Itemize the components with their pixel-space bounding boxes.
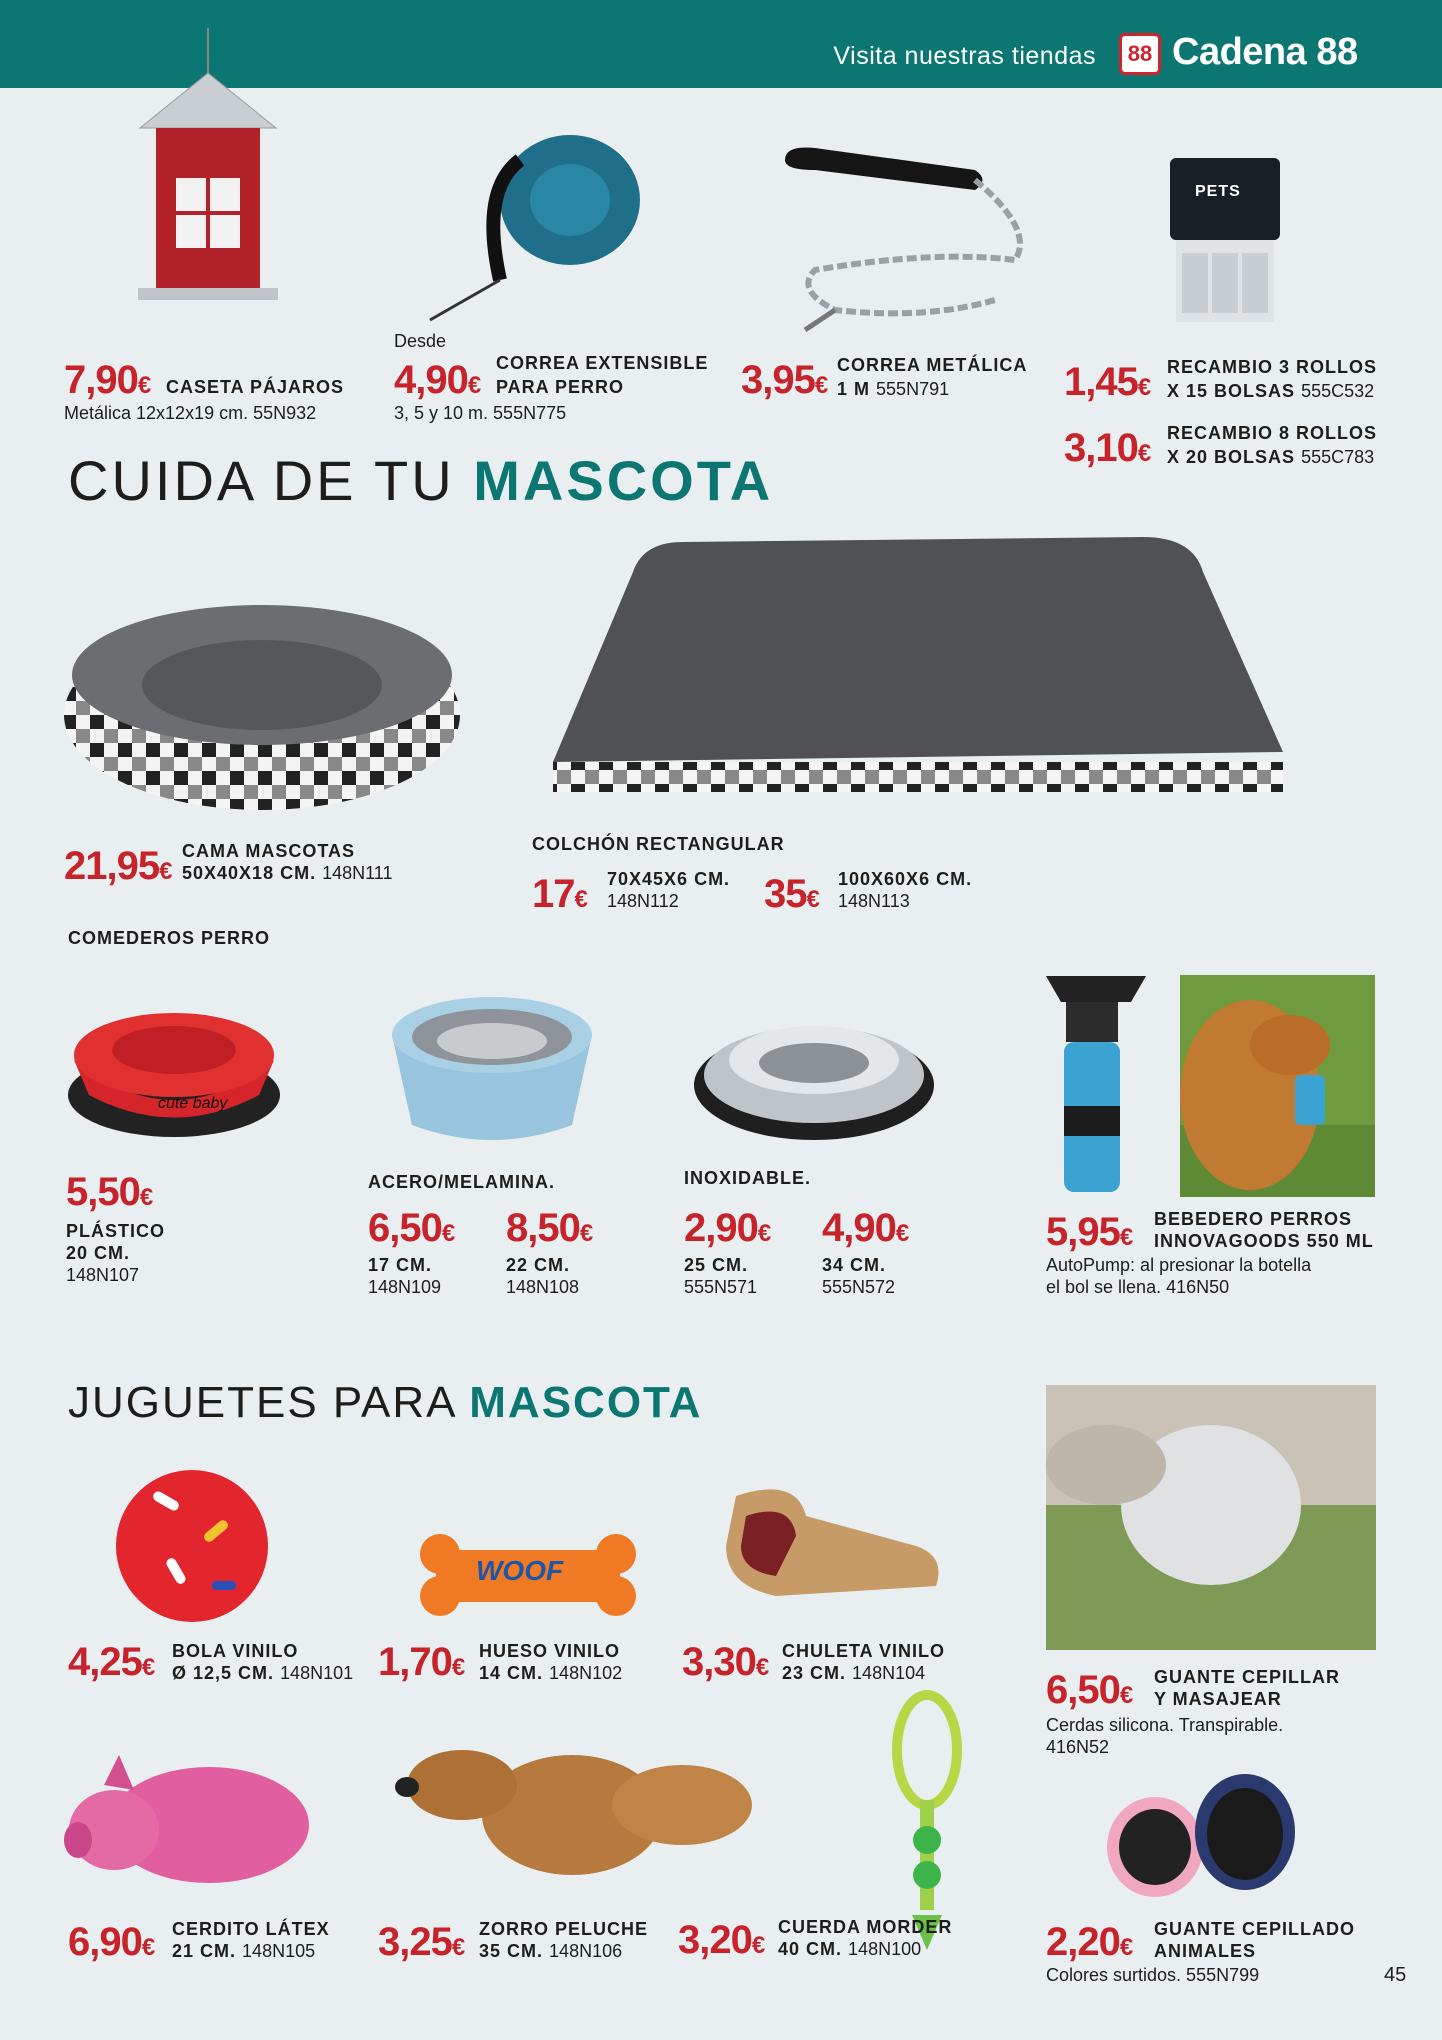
- dog-drinking-photo: [1180, 975, 1375, 1197]
- name-birdhouse: CASETA PÁJAROS: [166, 377, 345, 397]
- price-plastic-bowl: 5,50€: [66, 1170, 153, 1214]
- price-inox-34: 4,90€: [822, 1206, 909, 1250]
- name-pet-bed-2: 50X40X18 CM. 148N111: [182, 863, 393, 883]
- desc-grooming-glove-2: 416N52: [1046, 1737, 1110, 1757]
- name-grooming-glove-1: GUANTE CEPILLAR: [1154, 1667, 1340, 1687]
- vinyl-chop-image: [716, 1476, 948, 1606]
- name-vinyl-chop-1: CHULETA VINILO: [782, 1641, 945, 1661]
- name-grooming-glove-2: Y MASAJEAR: [1154, 1689, 1282, 1709]
- price-refill-3: 1,45€: [1064, 360, 1151, 404]
- desc-water-bottle-2: el bol se llena. 416N50: [1046, 1277, 1230, 1297]
- code-inox-25: 555N571: [684, 1277, 758, 1297]
- plastic-bowl-size: 20 CM.: [66, 1243, 131, 1263]
- price-plush-fox: 3,25€: [378, 1920, 465, 1964]
- desc-water-bottle-1: AutoPump: al presionar la botella: [1046, 1255, 1312, 1275]
- name-plush-fox-1: ZORRO PELUCHE: [479, 1919, 649, 1939]
- latex-pig-image: [64, 1745, 314, 1895]
- bowls-heading: COMEDEROS PERRO: [68, 928, 271, 948]
- name-metal-leash-2: 1 M 555N791: [837, 379, 950, 399]
- code-mattress-small: 148N112: [607, 891, 679, 911]
- plush-fox-image: [392, 1725, 757, 1900]
- price-vinyl-chop: 3,30€: [682, 1640, 769, 1684]
- size-melamine-22: 22 CM.: [506, 1255, 571, 1275]
- name-water-bottle-1: BEBEDERO PERROS: [1154, 1209, 1353, 1229]
- name-refill-8-2: X 20 BOLSAS 555C783: [1167, 447, 1375, 467]
- price-latex-pig: 6,90€: [68, 1920, 155, 1964]
- mattress-heading: COLCHÓN RECTANGULAR: [532, 834, 785, 854]
- pack-label: PETS: [1195, 183, 1241, 200]
- name-vinyl-chop-2: 23 CM. 148N104: [782, 1663, 926, 1683]
- name-refill-3-1: RECAMBIO 3 ROLLOS: [1167, 357, 1378, 377]
- price-mattress-large: 35€: [764, 872, 819, 916]
- price-rope-toy: 3,20€: [678, 1918, 765, 1962]
- water-bottle-image: [1046, 976, 1146, 1196]
- code-melamine-17: 148N109: [368, 1277, 442, 1297]
- retractable-leash-image: [410, 120, 670, 330]
- pet-bed-image: [62, 575, 466, 815]
- brand-name[interactable]: Cadena 88: [1172, 31, 1358, 73]
- page-number: 45: [1384, 1964, 1407, 1986]
- name-vinyl-ball-1: BOLA VINILO: [172, 1641, 299, 1661]
- code-melamine-22: 148N108: [506, 1277, 580, 1297]
- price-grooming-glove: 6,50€: [1046, 1668, 1133, 1712]
- rectangular-mattress-image: [543, 532, 1293, 802]
- name-retractable-leash-2: PARA PERRO: [496, 377, 625, 397]
- birdhouse-image: [128, 28, 288, 328]
- size-inox-25: 25 CM.: [684, 1255, 749, 1275]
- price-vinyl-ball: 4,25€: [68, 1640, 155, 1684]
- desc-grooming-glove-1: Cerdas silicona. Transpirable.: [1046, 1715, 1284, 1735]
- price-melamine-17: 6,50€: [368, 1206, 455, 1250]
- price-inox-25: 2,90€: [684, 1206, 771, 1250]
- melamine-bowl-image: [382, 995, 602, 1155]
- size-mattress-large: 100X60X6 CM.: [838, 869, 973, 889]
- name-retractable-leash-1: CORREA EXTENSIBLE: [496, 353, 709, 373]
- size-melamine-17: 17 CM.: [368, 1255, 433, 1275]
- section-title-toys: JUGUETES PARA MASCOTA: [68, 1378, 703, 1427]
- steel-bowl-image: [692, 1005, 937, 1145]
- name-vinyl-ball-2: Ø 12,5 CM. 148N101: [172, 1663, 354, 1683]
- name-grooming-mitt-2: ANIMALES: [1154, 1941, 1256, 1961]
- size-inox-34: 34 CM.: [822, 1255, 887, 1275]
- code-mattress-large: 148N113: [838, 891, 910, 911]
- visit-stores-text[interactable]: Visita nuestras tiendas: [833, 42, 1096, 70]
- plastic-bowl-image: [64, 1000, 284, 1140]
- price-pet-bed: 21,95€: [64, 844, 172, 888]
- brand-logo-icon: [1119, 33, 1161, 75]
- name-vinyl-bone-1: HUESO VINILO: [479, 1641, 621, 1661]
- name-rope-toy-1: CUERDA MORDER: [778, 1917, 953, 1937]
- vinyl-ball-image: [112, 1466, 272, 1626]
- name-latex-pig-2: 21 CM. 148N105: [172, 1941, 316, 1961]
- chain-leash-image: [775, 140, 1035, 340]
- price-grooming-mitt: 2,20€: [1046, 1920, 1133, 1964]
- desc-grooming-mitt: Colores surtidos. 555N799: [1046, 1965, 1260, 1985]
- name-pet-bed-1: CAMA MASCOTAS: [182, 841, 355, 861]
- price-vinyl-bone: 1,70€: [378, 1640, 465, 1684]
- name-latex-pig-1: CERDITO LÁTEX: [172, 1919, 330, 1939]
- name-plush-fox-2: 35 CM. 148N106: [479, 1941, 623, 1961]
- name-refill-8-1: RECAMBIO 8 ROLLOS: [1167, 423, 1378, 443]
- from-label: Desde: [394, 331, 447, 351]
- name-vinyl-bone-2: 14 CM. 148N102: [479, 1663, 623, 1683]
- desc-retractable-leash: 3, 5 y 10 m. 555N775: [394, 403, 567, 423]
- price-retractable-leash: 4,90€: [394, 358, 481, 402]
- name-metal-leash-1: CORREA METÁLICA: [837, 355, 1028, 375]
- price-mattress-small: 17€: [532, 872, 587, 916]
- name-water-bottle-2: INNOVAGOODS 550 ML: [1154, 1231, 1374, 1251]
- grooming-glove-photo: [1046, 1385, 1376, 1650]
- name-refill-3-2: X 15 BOLSAS 555C532: [1167, 381, 1375, 401]
- price-metal-leash: 3,95€: [741, 358, 828, 402]
- bowl-brand: cute baby: [158, 1095, 228, 1112]
- price-birdhouse: 7,90€: [64, 358, 151, 402]
- name-rope-toy-2: 40 CM. 148N100: [778, 1939, 922, 1959]
- size-mattress-small: 70X45X6 CM.: [607, 869, 731, 889]
- brand-mark: 88: [1127, 41, 1153, 66]
- plastic-bowl-code: 148N107: [66, 1265, 140, 1285]
- price-refill-8: 3,10€: [1064, 426, 1151, 470]
- section-title-care: CUIDA DE TU MASCOTA: [68, 449, 774, 512]
- price-melamine-22: 8,50€: [506, 1206, 593, 1250]
- melamine-heading: ACERO/MELAMINA.: [368, 1172, 555, 1192]
- name-grooming-mitt-1: GUANTE CEPILLADO: [1154, 1919, 1356, 1939]
- bone-text: WOOF: [476, 1555, 564, 1586]
- price-water-bottle: 5,95€: [1046, 1210, 1133, 1254]
- grooming-mitt-image: [1100, 1772, 1300, 1902]
- inox-heading: INOXIDABLE.: [684, 1168, 812, 1188]
- plastic-bowl-type: PLÁSTICO: [66, 1221, 166, 1241]
- code-inox-34: 555N572: [822, 1277, 896, 1297]
- desc-birdhouse: Metálica 12x12x19 cm. 55N932: [64, 403, 317, 423]
